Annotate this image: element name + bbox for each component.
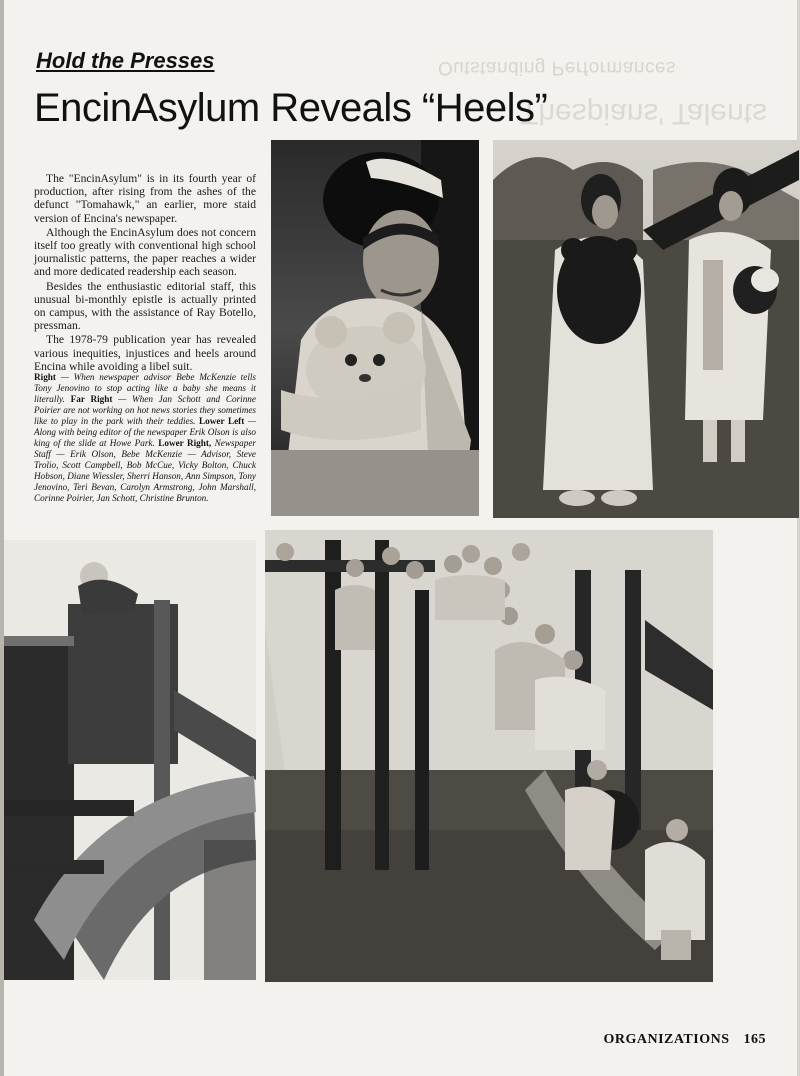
caption-label: Lower Left bbox=[199, 416, 245, 426]
show-through-heading: Outstanding Performances bbox=[438, 57, 677, 78]
baby-bonnet-teddy-photo bbox=[271, 140, 479, 516]
caption-label: Right bbox=[34, 372, 56, 382]
photo-caption bbox=[34, 372, 256, 504]
two-girls-teddies-park-photo bbox=[493, 140, 799, 518]
newspaper-staff-playground-photo bbox=[265, 530, 713, 982]
caption-text: — When Jan Schott and Corinne Poirier are not working on hot news stories they sometimes like to play in the park with their teddies. bbox=[34, 394, 256, 426]
caption-label: Lower Right, bbox=[158, 438, 212, 448]
article-paragraph: The "EncinAsylum" is in its fourth year of production, after rising from the ashes of the defunct "Tomahawk," an earlier, more staid version of Encina's newspaper. bbox=[34, 172, 256, 225]
section-name: ORGANIZATIONS bbox=[603, 1032, 730, 1047]
slide-tower-photo bbox=[4, 540, 256, 980]
page-number: 165 bbox=[743, 1032, 766, 1047]
article-body bbox=[34, 172, 256, 374]
caption-text: Newspaper Staff — Erik Olson, Bebe McKenzie — Advisor, Steve Trolio, Scott Campbell, Bob McCue, Vicky Bolton, Chuck Hobson, Diane Wiessler, Sherri Hanson, Ann Simpson, Tony Jenovino, Teri Bevan, Carolyn Armstrong, John Marshall, Corinne Poirier, Jan Schott, Christine Brunton. bbox=[34, 438, 256, 503]
article-paragraph: The 1978-79 publication year has revealed various inequities, injustices and heels around Encina while avoiding a libel suit. bbox=[34, 333, 256, 373]
caption-label: Far Right bbox=[70, 394, 113, 404]
section-kicker: Hold the Presses bbox=[36, 48, 215, 73]
article-paragraph: Although the EncinAsylum does not concern itself too greatly with conventional high school journalistic patterns, the paper reaches a wider and more dedicated readership each season. bbox=[34, 225, 256, 279]
page-footer bbox=[603, 1032, 766, 1048]
show-through-title: Thespians' Talents bbox=[520, 97, 767, 130]
caption-text: — Along with being editor of the newspaper Erik Olson is also king of the slide at Howe Park. bbox=[34, 416, 257, 448]
caption-text: — When newspaper advisor Bebe McKenzie tells Tony Jenovino to stop acting like a baby she means it literally. bbox=[34, 372, 256, 404]
page-headline: EncinAsylum Reveals “Heels” bbox=[34, 86, 548, 130]
article-paragraph: Besides the enthusiastic editorial staff, this unusual bi-monthly epistle is actually printed on campus, with the assistance of Ray Botello, pressman. bbox=[34, 279, 256, 333]
